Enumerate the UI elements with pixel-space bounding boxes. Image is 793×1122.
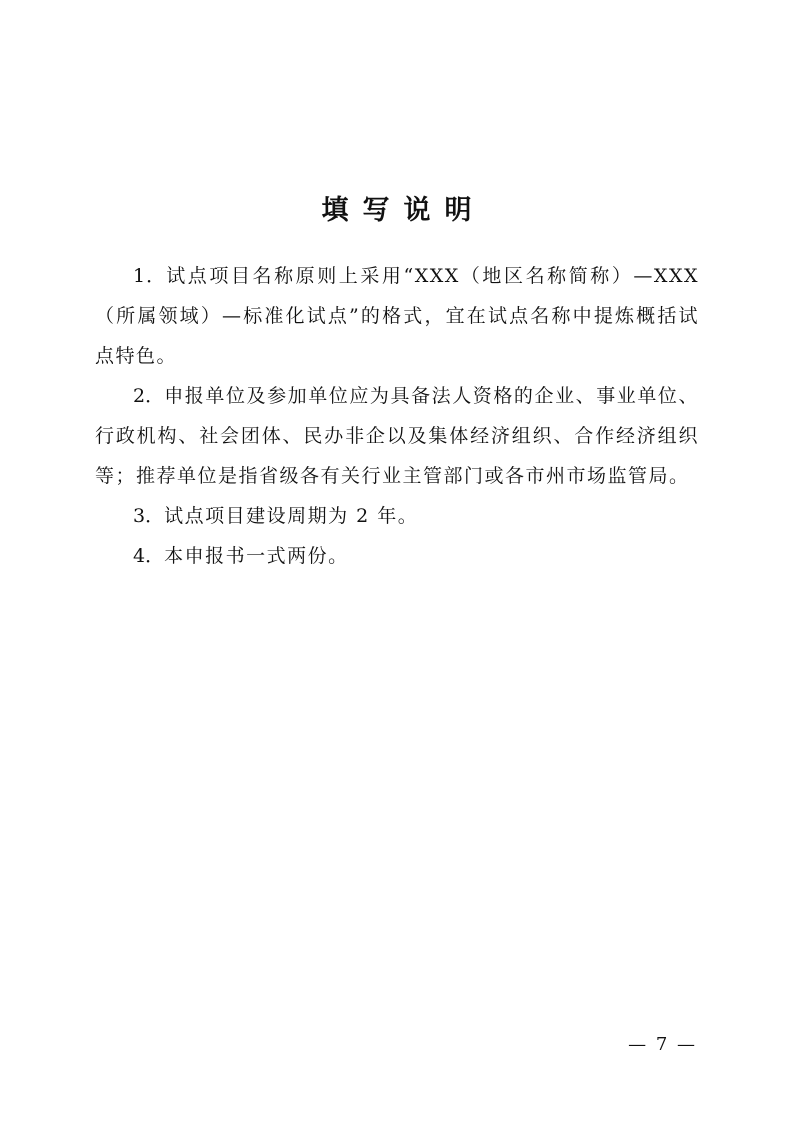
instruction-item-4 [95, 536, 699, 576]
item-number: 4． [133, 545, 165, 567]
page-number: — 7 — [628, 1034, 697, 1055]
page-title: 填写说明 [321, 195, 486, 227]
item-text: 试点项目建设周期为 2 年。 [164, 505, 419, 527]
instruction-item-3 [95, 496, 699, 536]
item-number: 3． [133, 505, 165, 527]
instruction-item-1 [95, 256, 699, 376]
item-text: 申报单位及参加单位应为具备法人资格的企业、事业单位、行政机构、社会团体、民办非企以及集体经济组织、合作经济组织等；推荐单位是指省级各有关行业主管部门或各市州市场监管局。 [95, 385, 699, 487]
instruction-list [95, 256, 699, 576]
item-text: 试点项目名称原则上采用“XXX（地区名称简称）—XXX（所属领域）—标准化试点”的格式，宜在试点名称中提炼概括试点特色。 [95, 265, 699, 367]
instruction-item-2 [95, 376, 699, 496]
item-number: 1． [133, 265, 167, 287]
item-text: 本申报书一式两份。 [164, 545, 349, 567]
item-number: 2． [133, 385, 165, 407]
